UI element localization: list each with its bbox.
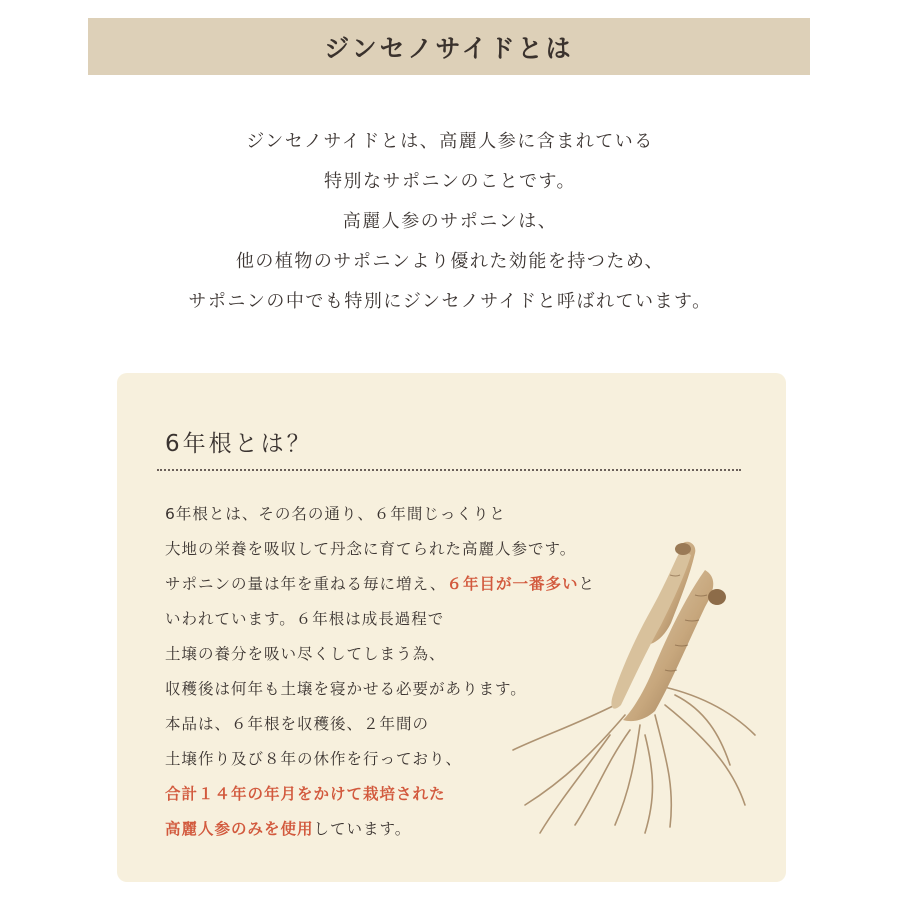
- card-line: 収穫後は何年も土壌を寝かせる必要があります。: [165, 680, 527, 698]
- intro-line: サポニンの中でも特別にジンセノサイドと呼ばれています。: [188, 291, 712, 312]
- card-line: 土壌作り及び８年の休作を行っており、: [165, 750, 463, 768]
- card-line: 本品は、６年根を収穫後、２年間の: [165, 715, 430, 733]
- card-text: しています。: [313, 820, 412, 838]
- page-title: ジンセノサイドとは: [324, 33, 574, 63]
- card-line: 6年根とは、その名の通り、６年間じっくりと: [165, 505, 506, 523]
- highlight-text: 高麗人参のみを使用: [165, 820, 314, 838]
- card-line: 大地の栄養を吸収して丹念に育てられた高麗人参です。: [165, 540, 577, 558]
- title-banner: [88, 18, 810, 75]
- dotted-divider: [157, 469, 741, 471]
- intro-text: [0, 122, 900, 322]
- card-line: 土壌の養分を吸い尽くしてしまう為、: [165, 645, 446, 663]
- card-heading: 6年根とは？: [165, 431, 313, 457]
- ginseng-root-icon: [505, 535, 760, 835]
- intro-line: 他の植物のサポニンより優れた効能を持つため、: [235, 251, 665, 272]
- intro-line: ジンセノサイドとは、高麗人参に含まれている: [246, 131, 654, 152]
- card-line: いわれています。６年根は成長過程で: [165, 610, 445, 628]
- card-text: サポニンの量は年を重ねる毎に増え、: [165, 575, 447, 593]
- highlight-text: ６年目が一番多い: [446, 575, 579, 593]
- intro-line: 高麗人参のサポニンは、: [342, 211, 558, 232]
- card-text: と: [578, 575, 595, 593]
- intro-line: 特別なサポニンのことです。: [323, 171, 577, 192]
- highlight-line: 合計１４年の年月をかけて栽培された: [165, 785, 446, 803]
